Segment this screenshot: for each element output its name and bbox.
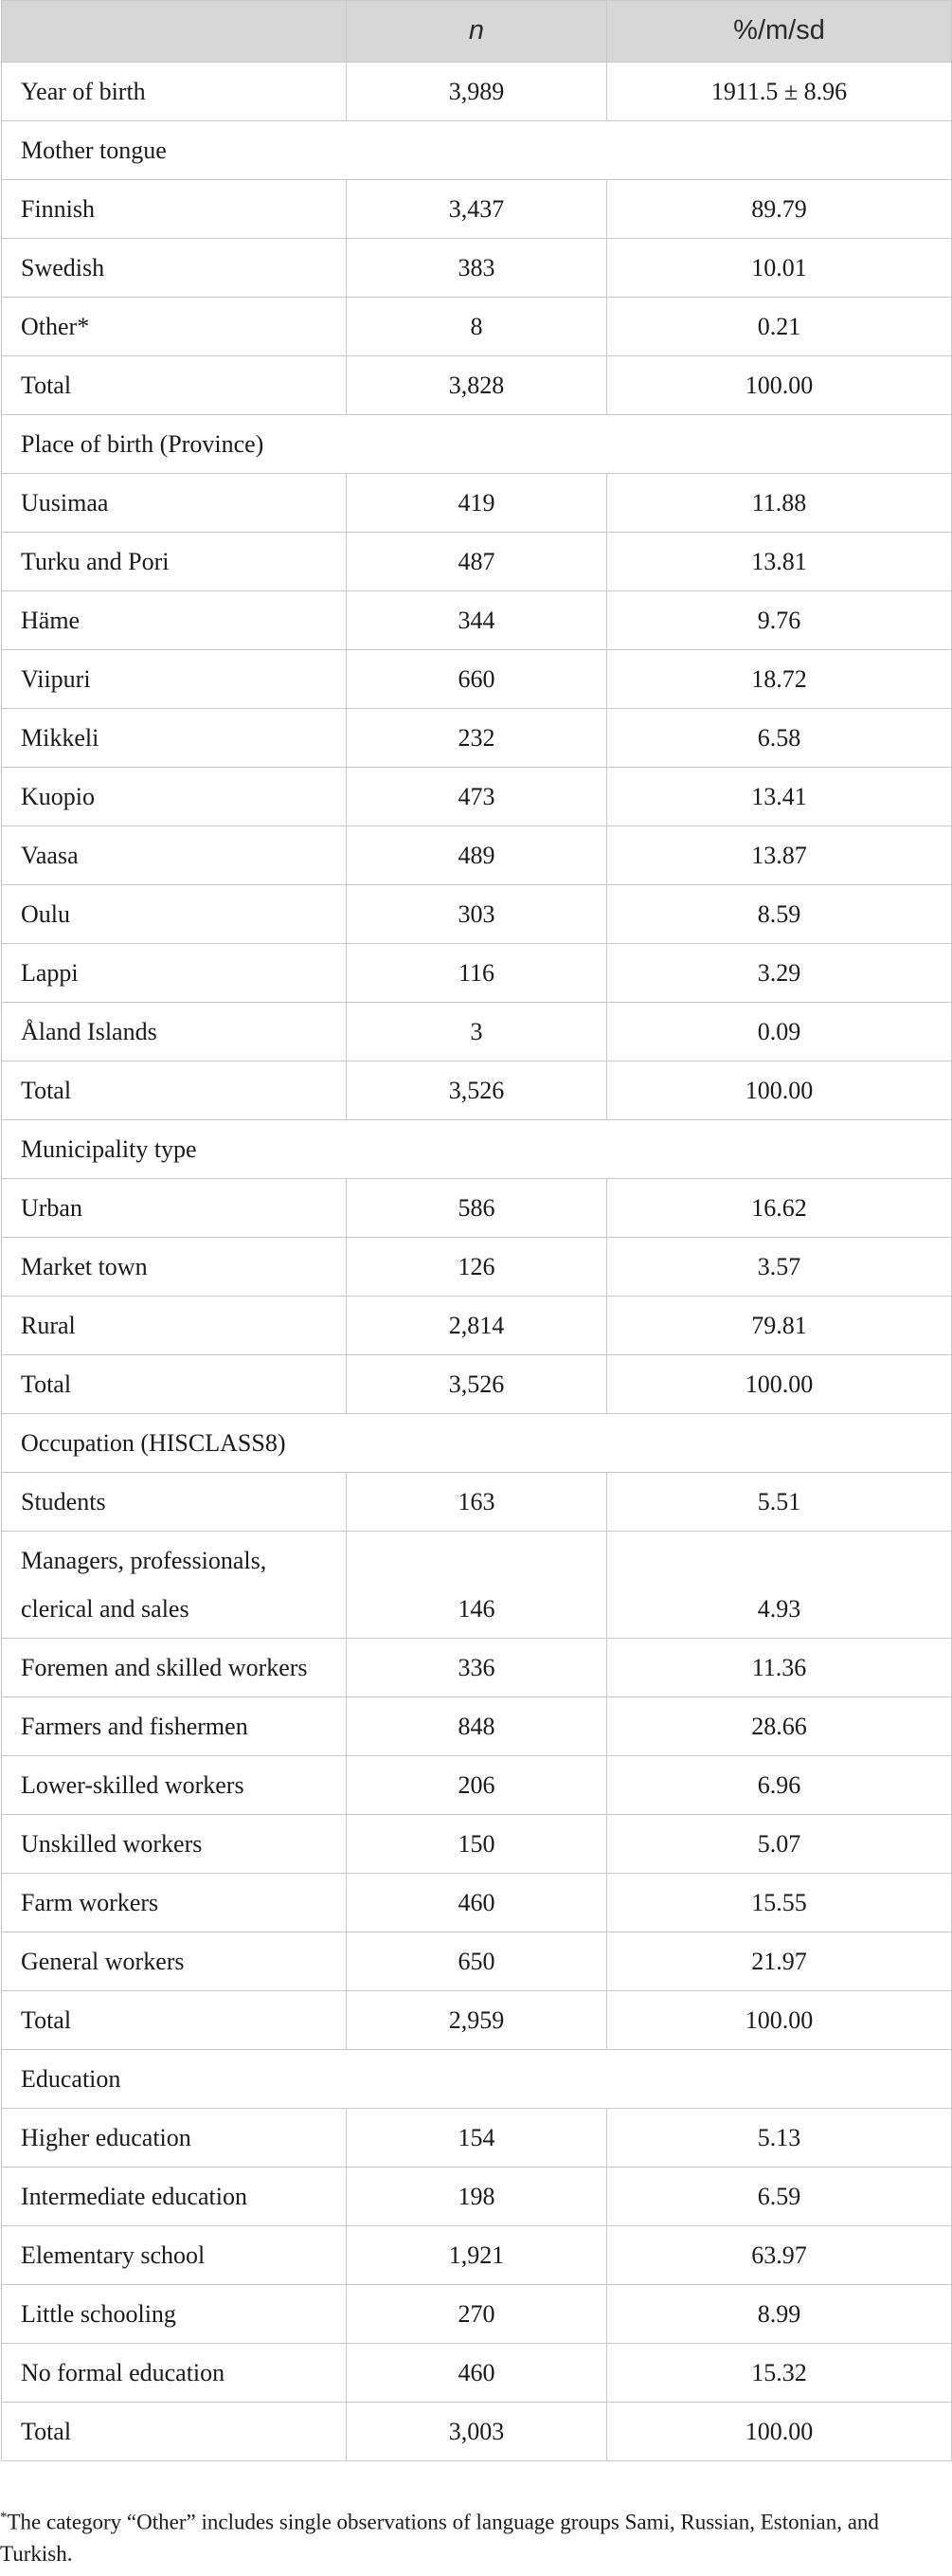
- table-header-row: [2, 1, 952, 63]
- section-label: Place of birth (Province): [2, 415, 952, 474]
- row-n-value: 163: [347, 1473, 607, 1532]
- header-label-column: [2, 1, 347, 63]
- table-row: [2, 650, 952, 709]
- section-header-row: [2, 1414, 952, 1473]
- table-footnote: [0, 2502, 947, 2569]
- row-n-value: 848: [347, 1697, 607, 1756]
- section-label: Occupation (HISCLASS8): [2, 1414, 952, 1473]
- row-n-value: 460: [347, 2344, 607, 2403]
- table-row: [2, 2285, 952, 2344]
- row-label: Mikkeli: [2, 709, 347, 768]
- row-label: Rural: [2, 1297, 347, 1355]
- row-percent-value: 5.51: [607, 1473, 952, 1532]
- row-percent-value: 18.72: [607, 650, 952, 709]
- header-percent-column: %/m/sd: [607, 1, 952, 63]
- table-row: [2, 2226, 952, 2285]
- row-label: Elementary school: [2, 2226, 347, 2285]
- row-n-value: 460: [347, 1874, 607, 1932]
- row-n-value: 270: [347, 2285, 607, 2344]
- row-n-value: 419: [347, 474, 607, 533]
- table-row: [2, 768, 952, 826]
- row-percent-value: 11.36: [607, 1639, 952, 1697]
- row-n-value: 232: [347, 709, 607, 768]
- table-row: [2, 356, 952, 415]
- row-percent-value: 100.00: [607, 356, 952, 415]
- row-label: Farmers and fishermen: [2, 1697, 347, 1756]
- row-n-value: 487: [347, 533, 607, 591]
- table-row: [2, 1297, 952, 1355]
- row-n-value: 206: [347, 1756, 607, 1815]
- row-percent-value: 100.00: [607, 1991, 952, 2050]
- row-n-value: 489: [347, 826, 607, 885]
- row-percent-value: 1911.5 ± 8.96: [607, 63, 952, 121]
- row-label: Students: [2, 1473, 347, 1532]
- table-row: [2, 2403, 952, 2461]
- row-percent-value: 89.79: [607, 180, 952, 239]
- row-n-value: 660: [347, 650, 607, 709]
- row-percent-value: 28.66: [607, 1697, 952, 1756]
- row-percent-value: 9.76: [607, 591, 952, 650]
- section-header-row: [2, 2050, 952, 2109]
- row-label: Higher education: [2, 2109, 347, 2168]
- row-percent-value: 0.21: [607, 298, 952, 356]
- row-percent-value: 5.13: [607, 2109, 952, 2168]
- row-label: Farm workers: [2, 1874, 347, 1932]
- table-row: [2, 1815, 952, 1874]
- row-n-value: 2,814: [347, 1297, 607, 1355]
- row-n-value: 303: [347, 885, 607, 944]
- row-percent-value: 21.97: [607, 1932, 952, 1991]
- row-percent-value: 3.57: [607, 1238, 952, 1297]
- table-row: [2, 1532, 952, 1639]
- row-percent-value: 13.81: [607, 533, 952, 591]
- row-percent-value: 3.29: [607, 944, 952, 1003]
- row-n-value: 3,828: [347, 356, 607, 415]
- table-row: [2, 2109, 952, 2168]
- row-label: Urban: [2, 1179, 347, 1238]
- row-percent-value: 11.88: [607, 474, 952, 533]
- table-body: [2, 63, 952, 2461]
- table-row: [2, 474, 952, 533]
- row-n-value: 150: [347, 1815, 607, 1874]
- table-row: [2, 591, 952, 650]
- row-n-value: 473: [347, 768, 607, 826]
- table-row: [2, 709, 952, 768]
- section-label: Municipality type: [2, 1120, 952, 1179]
- row-percent-value: 100.00: [607, 1355, 952, 1414]
- row-label: Finnish: [2, 180, 347, 239]
- row-label: Viipuri: [2, 650, 347, 709]
- table-row: [2, 1932, 952, 1991]
- row-n-value: 8: [347, 298, 607, 356]
- row-percent-value: 0.09: [607, 1003, 952, 1061]
- row-n-value: 1,921: [347, 2226, 607, 2285]
- table-row: [2, 2344, 952, 2403]
- row-label: No formal education: [2, 2344, 347, 2403]
- row-n-value: 154: [347, 2109, 607, 2168]
- table-row: [2, 1061, 952, 1120]
- row-percent-value: 6.59: [607, 2168, 952, 2226]
- row-percent-value: 15.55: [607, 1874, 952, 1932]
- row-label: Swedish: [2, 239, 347, 298]
- row-percent-value: 6.58: [607, 709, 952, 768]
- row-label: Managers, professionals, clerical and sales: [2, 1532, 347, 1639]
- table-row: [2, 239, 952, 298]
- row-label: Lower-skilled workers: [2, 1756, 347, 1815]
- table-row: [2, 885, 952, 944]
- row-percent-value: 16.62: [607, 1179, 952, 1238]
- table-row: [2, 1991, 952, 2050]
- row-percent-value: 15.32: [607, 2344, 952, 2403]
- row-percent-value: 10.01: [607, 239, 952, 298]
- row-n-value: 3,989: [347, 63, 607, 121]
- row-n-value: 2,959: [347, 1991, 607, 2050]
- row-n-value: 586: [347, 1179, 607, 1238]
- table-row: [2, 1756, 952, 1815]
- table-row: [2, 1697, 952, 1756]
- row-label: Kuopio: [2, 768, 347, 826]
- row-percent-value: 4.93: [607, 1532, 952, 1639]
- table-row: [2, 298, 952, 356]
- table-row: [2, 1639, 952, 1697]
- row-n-value: 3,437: [347, 180, 607, 239]
- section-label: Education: [2, 2050, 952, 2109]
- row-percent-value: 100.00: [607, 2403, 952, 2461]
- row-n-value: 146: [347, 1532, 607, 1639]
- row-label: Little schooling: [2, 2285, 347, 2344]
- section-label: Mother tongue: [2, 121, 952, 180]
- table-row: [2, 180, 952, 239]
- row-label: Total: [2, 356, 347, 415]
- row-label: Oulu: [2, 885, 347, 944]
- row-label: Turku and Pori: [2, 533, 347, 591]
- table-row: [2, 1179, 952, 1238]
- row-n-value: 126: [347, 1238, 607, 1297]
- row-label: Total: [2, 1991, 347, 2050]
- row-n-value: 116: [347, 944, 607, 1003]
- data-table: [1, 0, 952, 2461]
- row-percent-value: 63.97: [607, 2226, 952, 2285]
- row-n-value: 3,003: [347, 2403, 607, 2461]
- row-label: Unskilled workers: [2, 1815, 347, 1874]
- row-percent-value: 5.07: [607, 1815, 952, 1874]
- row-label: Total: [2, 1355, 347, 1414]
- row-label: Vaasa: [2, 826, 347, 885]
- row-n-value: 344: [347, 591, 607, 650]
- section-header-row: [2, 121, 952, 180]
- table-row: [2, 1473, 952, 1532]
- row-label: Lappi: [2, 944, 347, 1003]
- table-row: [2, 1238, 952, 1297]
- row-label: Other*: [2, 298, 347, 356]
- row-label: Åland Islands: [2, 1003, 347, 1061]
- row-label: Market town: [2, 1238, 347, 1297]
- table-row: [2, 63, 952, 121]
- footnote-text: The category “Other” includes single observations of language groups Sami, Russian, Estonian, and Turkish.: [0, 2510, 879, 2566]
- row-n-value: 650: [347, 1932, 607, 1991]
- header-n-column: n: [347, 1, 607, 63]
- row-percent-value: 13.87: [607, 826, 952, 885]
- row-n-value: 3,526: [347, 1061, 607, 1120]
- footnote-marker: *: [0, 2510, 8, 2525]
- row-label: Total: [2, 2403, 347, 2461]
- row-label: Year of birth: [2, 63, 347, 121]
- row-percent-value: 8.59: [607, 885, 952, 944]
- row-percent-value: 8.99: [607, 2285, 952, 2344]
- row-label: General workers: [2, 1932, 347, 1991]
- row-percent-value: 79.81: [607, 1297, 952, 1355]
- row-n-value: 3,526: [347, 1355, 607, 1414]
- table-row: [2, 1355, 952, 1414]
- row-label: Total: [2, 1061, 347, 1120]
- row-label: Intermediate education: [2, 2168, 347, 2226]
- row-label: Uusimaa: [2, 474, 347, 533]
- table-row: [2, 826, 952, 885]
- table-row: [2, 1874, 952, 1932]
- row-percent-value: 100.00: [607, 1061, 952, 1120]
- row-label: Foremen and skilled workers: [2, 1639, 347, 1697]
- table-row: [2, 944, 952, 1003]
- section-header-row: [2, 1120, 952, 1179]
- row-n-value: 336: [347, 1639, 607, 1697]
- row-n-value: 383: [347, 239, 607, 298]
- table-row: [2, 2168, 952, 2226]
- section-header-row: [2, 415, 952, 474]
- table-row: [2, 1003, 952, 1061]
- row-label: Häme: [2, 591, 347, 650]
- row-percent-value: 13.41: [607, 768, 952, 826]
- table-row: [2, 533, 952, 591]
- row-n-value: 3: [347, 1003, 607, 1061]
- row-n-value: 198: [347, 2168, 607, 2226]
- row-percent-value: 6.96: [607, 1756, 952, 1815]
